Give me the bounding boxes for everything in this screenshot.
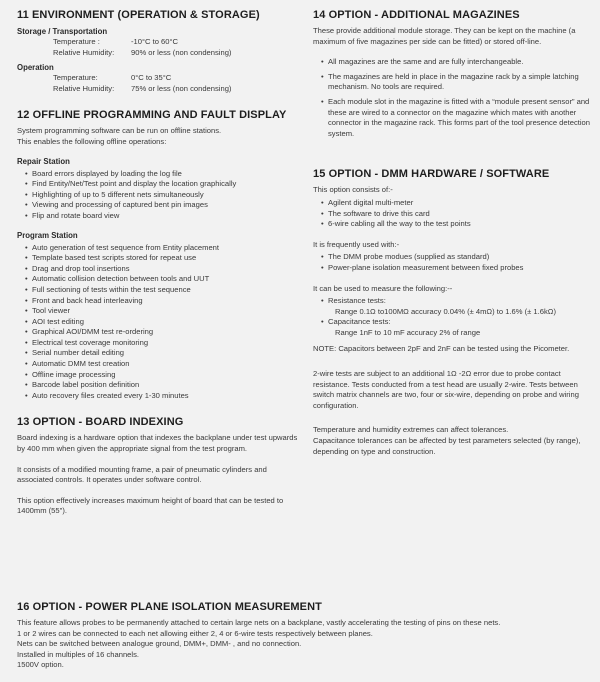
list-item: • The DMM probe modues (supplied as standard) [321, 252, 591, 263]
list-item: • Automatic collision detection between tools and UUT [25, 274, 301, 285]
right-column [313, 8, 591, 457]
list-item: • Full sectioning of tests within the test sequence [25, 285, 301, 296]
note: NOTE: Capacitors between 2pF and 2nF can be tested using the Picometer. [313, 344, 570, 354]
section-title: 12 OFFLINE PROGRAMMING AND FAULT DISPLAY [17, 109, 287, 122]
left-column [17, 8, 301, 517]
section-title: 16 OPTION - POWER PLANE ISOLATION MEASUREMENT [17, 601, 322, 613]
consists-list [313, 198, 591, 230]
paragraph: Installed in multiples of 16 channels. [17, 649, 139, 659]
list-item: • Agilent digital multi-meter [321, 198, 591, 209]
list-item: • Automatic DMM test creation [25, 359, 301, 370]
list-item: • Board errors displayed by loading the log file [25, 169, 301, 180]
frequently-list [313, 252, 591, 273]
paragraph: This feature allows probes to be permanently attached to certain large nets on a backplane, vastly accelerating the testing of pins on these nets. [17, 618, 501, 627]
paragraph: It can be used to measure the following:-- [313, 283, 453, 293]
storage-temperature: Temperature : -10°C to 60°C [53, 37, 179, 46]
resistance-range: Range 0.1Ω to100MΩ accuracy 0.04% (± 4mΩ) to 1.6% (± 1.6kΩ) [335, 306, 556, 316]
list-item: • Viewing and processing of captured bent pin images [25, 200, 301, 211]
list-item: • Serial number detail editing [25, 348, 301, 359]
operation-temperature: Temperature: 0°C to 35°C [53, 73, 172, 83]
list-item: • All magazines are the same and are fully interchangeable. [321, 57, 591, 68]
list-item: • Offline image processing [25, 370, 301, 381]
list-item: • Highlighting of up to 5 different nets simultaneously [25, 190, 301, 201]
repair-station-list [17, 169, 301, 222]
list-item: • Auto generation of test sequence from Entity placement [25, 243, 301, 254]
list-item: • Resistance tests: [321, 296, 591, 307]
list-item: • Find Entity/Net/Test point and display the location graphically [25, 179, 301, 190]
intro-line: This enables the following offline operations: [17, 136, 167, 146]
list-item: • The magazines are held in place in the magazine rack by a simple latching mechanism. No tools are required. [321, 72, 591, 93]
list-item: • 6-wire cabling all the way to the test points [321, 219, 591, 230]
paragraph: Capacitance tolerances can be affected by test parameters selected (by range), depending on type and construction. [313, 436, 581, 456]
section-offline-programming [17, 108, 301, 401]
paragraph: 2-wire tests are subject to an additional 1Ω -2Ω error due to probe contact resistance. Tests conducted from a test head are usually 2-wire. Tests between switch matrix channels are two, four or six-wire, depending on probe and wiring configuration. [313, 369, 579, 410]
operation-humidity: Relative Humidity: 75% or less (non condensing) [53, 83, 232, 93]
list-item: • Flip and rotate board view [25, 211, 301, 222]
paragraph: 1500V option. [17, 660, 64, 670]
section-title: 14 OPTION - ADDITIONAL MAGAZINES [313, 9, 520, 21]
paragraph: 1 or 2 wires can be connected to each net allowing either 2, 4 or 6-wire tests respectively between planes. [17, 628, 373, 638]
list-item: • Electrical test coverage monitoring [25, 338, 301, 349]
list-item: • Each module slot in the magazine is fitted with a “module present sensor” and these are wired to a connector on the magazine which mates with another connector in the magazine rack. This forms part of the tool presence detection system. [321, 97, 591, 139]
program-station-list [17, 243, 301, 402]
paragraph: It is frequently used with:- [313, 239, 400, 249]
magazine-list [313, 57, 591, 139]
list-item: • Auto recovery files created every 1-30 minutes [25, 391, 301, 402]
list-item: • Front and back head interleaving [25, 296, 301, 307]
operation-heading: Operation [17, 63, 54, 73]
section-environment [17, 8, 301, 94]
paragraph: This option consists of:- [313, 185, 393, 195]
list-item: • Template based test scripts stored for repeat use [25, 253, 301, 264]
intro-line: System programming software can be run on offline stations. [17, 126, 222, 136]
section-title: 15 OPTION - DMM HARDWARE / SOFTWARE [313, 168, 550, 181]
list-item: • Graphical AOI/DMM test re-ordering [25, 327, 301, 338]
list-item: • Drag and drop tool insertions [25, 264, 301, 275]
section-power-plane [17, 600, 591, 671]
list-item: • The software to drive this card [321, 209, 591, 220]
paragraph: Board indexing is a hardware option that indexes the backplane under test upwards by 400 mm when given the appropriate signal from the test program. [17, 433, 298, 454]
section-board-indexing [17, 415, 301, 517]
list-item: • Capacitance tests: [321, 317, 591, 328]
section-title: 13 OPTION - BOARD INDEXING [17, 416, 184, 429]
storage-humidity: Relative Humidity: 90% or less (non condensing) [53, 47, 232, 57]
storage-heading: Storage / Transportation [17, 27, 108, 36]
measure-list [313, 296, 591, 338]
paragraph: Nets can be switched between analogue ground, DMM+, DMM- , and no connection. [17, 639, 302, 649]
paragraph: It consists of a modified mounting frame, a pair of pneumatic cylinders and associated controls. It operates under software control. [17, 464, 267, 485]
list-item: • Tool viewer [25, 306, 301, 317]
paragraph: These provide additional module storage. They can be kept on the machine (a maximum of five magazines per side can be fitted) or stored off-line. [313, 26, 576, 46]
paragraph: Temperature and humidity extremes can affect tolerances. [313, 425, 509, 435]
list-item: • AOI test editing [25, 317, 301, 328]
section-title: 11 ENVIRONMENT (OPERATION & STORAGE) [17, 9, 260, 21]
section-dmm [313, 167, 591, 457]
list-item: • Power-plane isolation measurement between fixed probes [321, 263, 591, 274]
section-additional-magazines [313, 8, 591, 139]
paragraph: This option effectively increases maximum height of board that can be tested to 1400mm (55"). [17, 495, 284, 516]
program-station-heading: Program Station [17, 230, 78, 240]
capacitance-range: Range 1nF to 10 mF accuracy 2% of range [335, 327, 481, 337]
list-item: • Barcode label position definition [25, 380, 301, 391]
repair-station-heading: Repair Station [17, 156, 70, 166]
